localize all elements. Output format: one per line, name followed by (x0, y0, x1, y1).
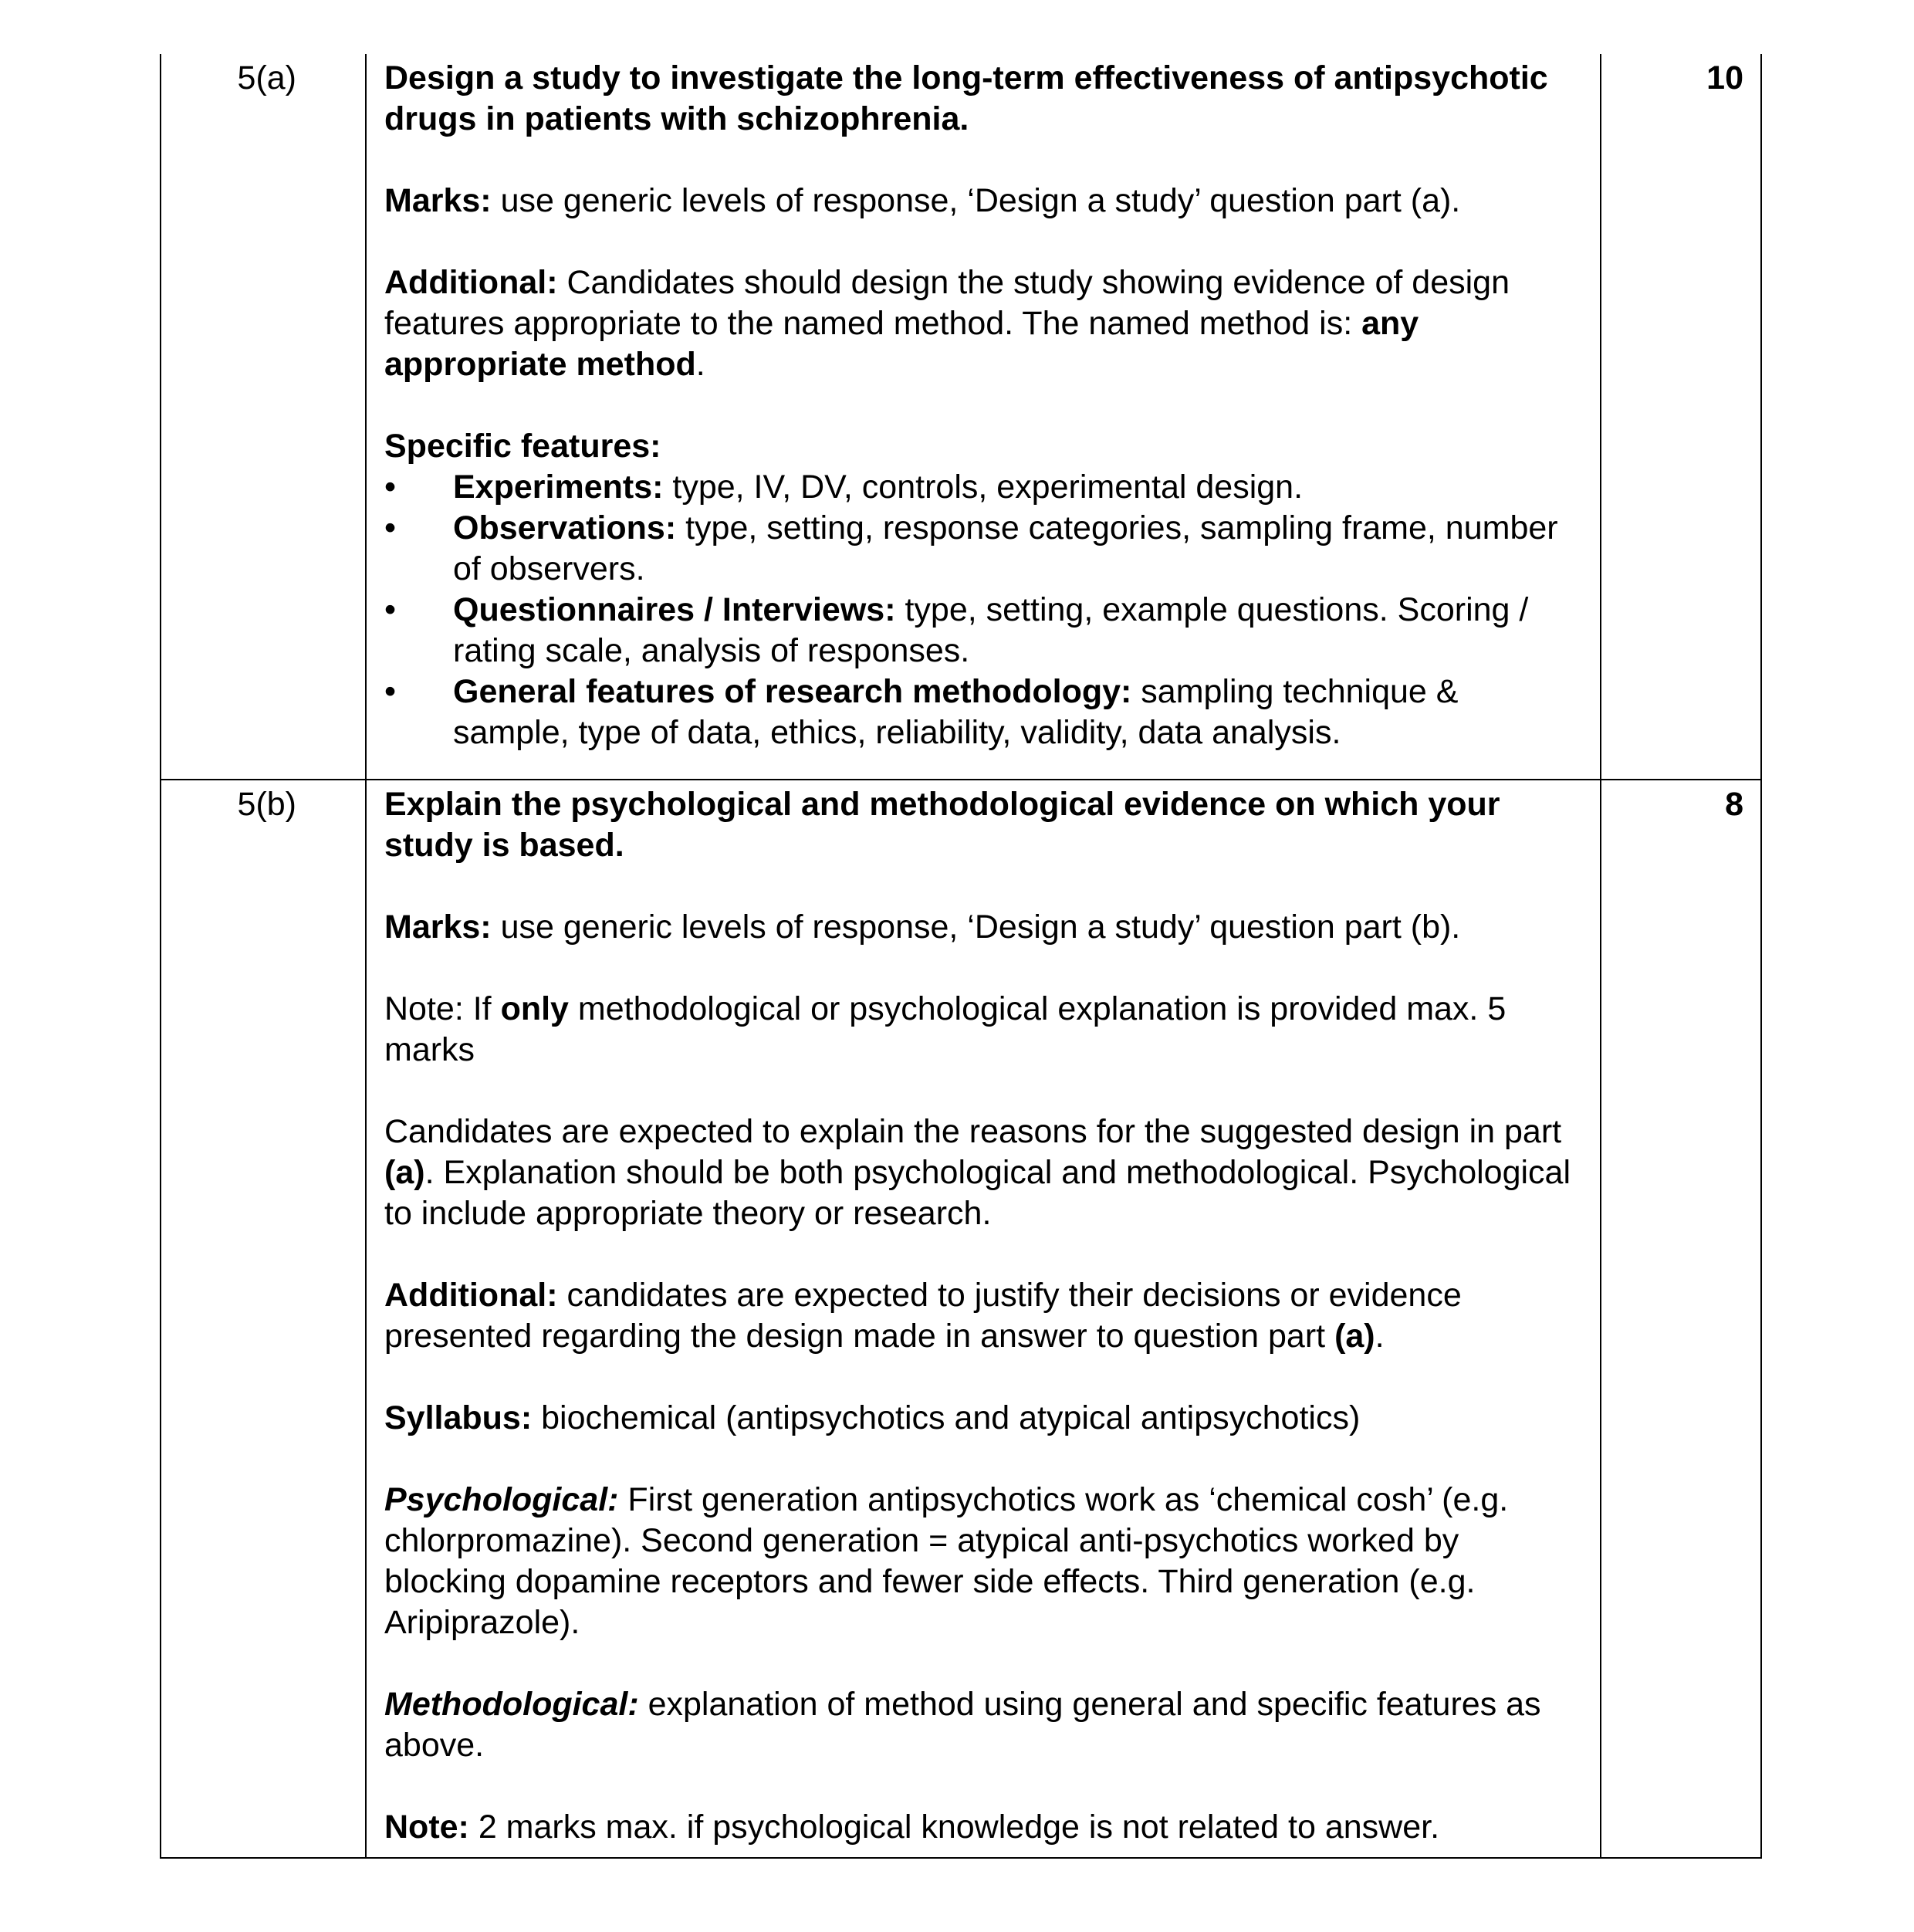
table-row-5b (161, 780, 1761, 1858)
mark-scheme-table (160, 54, 1762, 1859)
question-number: 5(b) (161, 780, 366, 1858)
bullet-icon: • (384, 591, 397, 628)
marks-line: Marks: use generic levels of response, ‘Design a study’ question part (b). (384, 908, 1461, 946)
methodological-paragraph: Methodological: explanation of method using general and specific features as above. (384, 1686, 1541, 1764)
marks-line: Marks: use generic levels of response, ‘Design a study’ question part (a). (384, 182, 1461, 219)
bullet-icon: • (384, 673, 397, 710)
list-item: • General features of research methodology: sampling technique & sample, type of data, ethics, reliability, validity, data analysis. (384, 673, 1459, 751)
additional-paragraph: Additional: candidates are expected to justify their decisions or evidence presented regarding the design made in answer to question part (a). (384, 1277, 1462, 1355)
bullet-icon: • (384, 469, 397, 506)
note-paragraph: Note: If only methodological or psychological explanation is provided max. 5 marks (384, 990, 1507, 1068)
note-paragraph: Note: 2 marks max. if psychological knowledge is not related to answer. (384, 1809, 1440, 1846)
list-item: • Questionnaires / Interviews: type, setting, example questions. Scoring / rating scale, analysis of responses. (384, 591, 1529, 669)
syllabus-paragraph: Syllabus: biochemical (antipsychotics and atypical antipsychotics) (384, 1399, 1361, 1436)
question-heading: Explain the psychological and methodological evidence on which your study is based. (384, 786, 1500, 864)
specific-features-title: Specific features: (384, 428, 661, 465)
question-number: 5(a) (161, 54, 366, 780)
answer-cell (366, 54, 1601, 780)
marks-value: 8 (1601, 780, 1761, 1858)
psychological-paragraph: Psychological: First generation antipsychotics work as ‘chemical cosh’ (e.g. chlorpromazine). Second generation = atypical anti-psychotics worked by blocking dopamine receptors and fewer side effects. Third generation (e.g. Aripiprazole). (384, 1481, 1509, 1641)
question-heading: Design a study to investigate the long-term effectiveness of antipsychotic drugs in patients with schizophrenia. (384, 59, 1548, 137)
list-item: • Observations: type, setting, response categories, sampling frame, number of observers. (384, 509, 1558, 587)
marks-value: 10 (1601, 54, 1761, 780)
candidates-paragraph: Candidates are expected to explain the reasons for the suggested design in part (a). Explanation should be both psychological and methodological. Psychological to include appropriate theory or research. (384, 1113, 1571, 1232)
answer-cell (366, 780, 1601, 1858)
bullet-icon: • (384, 509, 397, 546)
list-item: • Experiments: type, IV, DV, controls, experimental design. (384, 467, 1583, 508)
table-row-5a (161, 54, 1761, 780)
specific-features-list (384, 467, 1583, 753)
additional-paragraph: Additional: Candidates should design the study showing evidence of design features appropriate to the named method. The named method is: any appropriate method. (384, 264, 1510, 383)
